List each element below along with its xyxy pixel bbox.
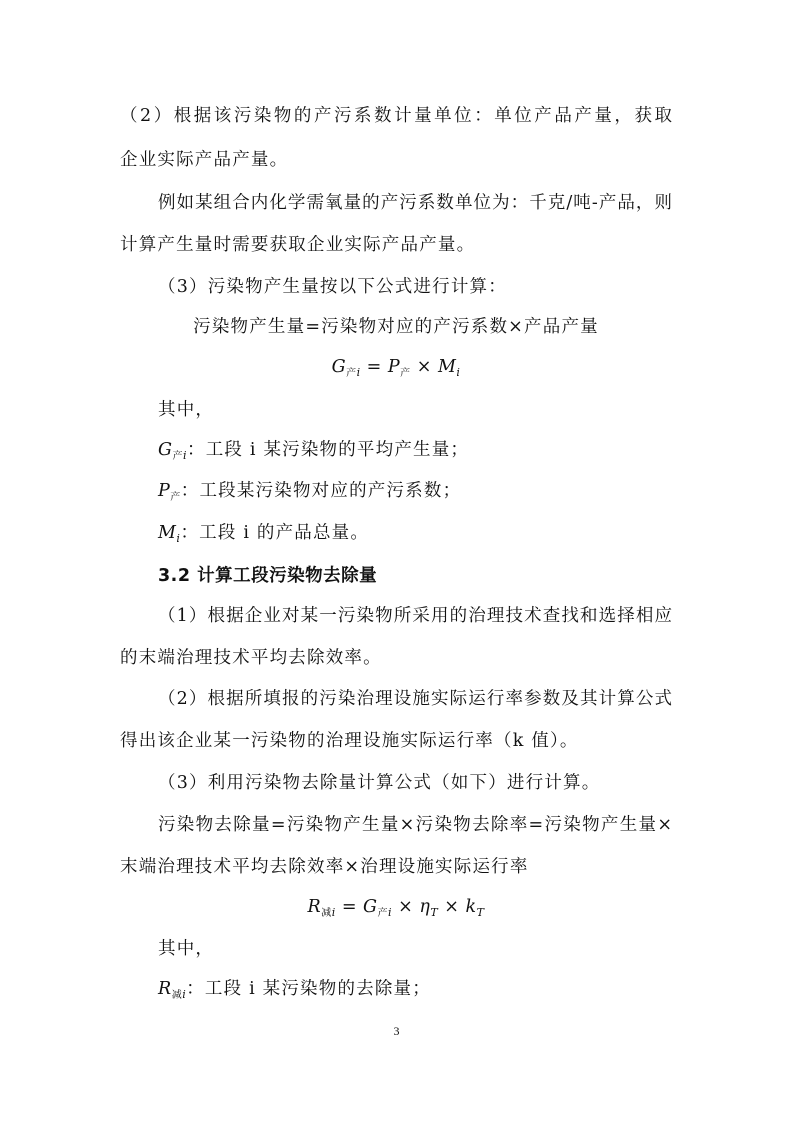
formula-text: 污染物产生量=污染物对应的产污系数×产品产量 xyxy=(193,317,599,337)
paragraph-line: 例如某组合内化学需氧量的产污系数单位为：千克/吨-产品，则 xyxy=(158,193,672,213)
paragraph-line: 计算产生量时需要获取企业实际产品产量。 xyxy=(120,235,476,255)
subscript-jian: 减 xyxy=(321,908,332,919)
page-number: 3 xyxy=(393,1024,400,1038)
symbol-p: P xyxy=(387,357,401,377)
section-heading: 3.2 计算工段污染物去除量 xyxy=(158,566,378,586)
definition-m: $M_i$：工段 i 的产品总量。 xyxy=(158,523,370,545)
paragraph-line: （3）利用污染物去除量计算公式（如下）进行计算。 xyxy=(158,773,601,793)
paragraph-line: （2）根据该污染物的产污系数计量单位：单位产品产量，获取 xyxy=(120,106,672,126)
symbol-r: R xyxy=(307,897,322,917)
paragraph-line: （3）污染物产生量按以下公式进行计算： xyxy=(158,277,507,297)
symbol-m: M xyxy=(437,357,457,377)
symbol-k: k xyxy=(465,897,477,917)
definition-g: $G_{产i}$：工段 i 某污染物的平均产生量； xyxy=(158,440,470,462)
symbol-g: G xyxy=(331,357,347,377)
qizhong-label: 其中， xyxy=(158,939,215,959)
paragraph-line: （1）根据企业对某一污染物所采用的治理技术查找和选择相应 xyxy=(158,606,672,626)
paragraph-line: 的末端治理技术平均去除效率。 xyxy=(120,648,382,668)
paragraph-line: 企业实际产品产量。 xyxy=(120,150,289,170)
paragraph-line: （2）根据所填报的污染治理设施实际运行率参数及其计算公式 xyxy=(158,689,672,709)
paragraph-line: 污染物去除量=污染物产生量×污染物去除率=污染物产生量× xyxy=(158,815,672,835)
definition-r: $R_{减i}$：工段 i 某污染物的去除量； xyxy=(158,979,431,1001)
subscript-chan: 产 xyxy=(346,368,357,379)
formula-removal: $R_{减i} = G_{产i} \times \eta_T \times k_T$ xyxy=(307,897,485,919)
definition-p: $P_产$：工段某污染物对应的产污系数； xyxy=(158,481,462,503)
paragraph-line: 得出该企业某一污染物的治理设施实际运行率（k 值）。 xyxy=(120,731,579,751)
formula-generation: $G_{产i} = P_产 \times M_i$ xyxy=(331,357,461,379)
symbol-eta: η xyxy=(419,897,431,917)
paragraph-line: 末端治理技术平均去除效率×治理设施实际运行率 xyxy=(120,857,529,877)
qizhong-label: 其中， xyxy=(158,400,215,420)
